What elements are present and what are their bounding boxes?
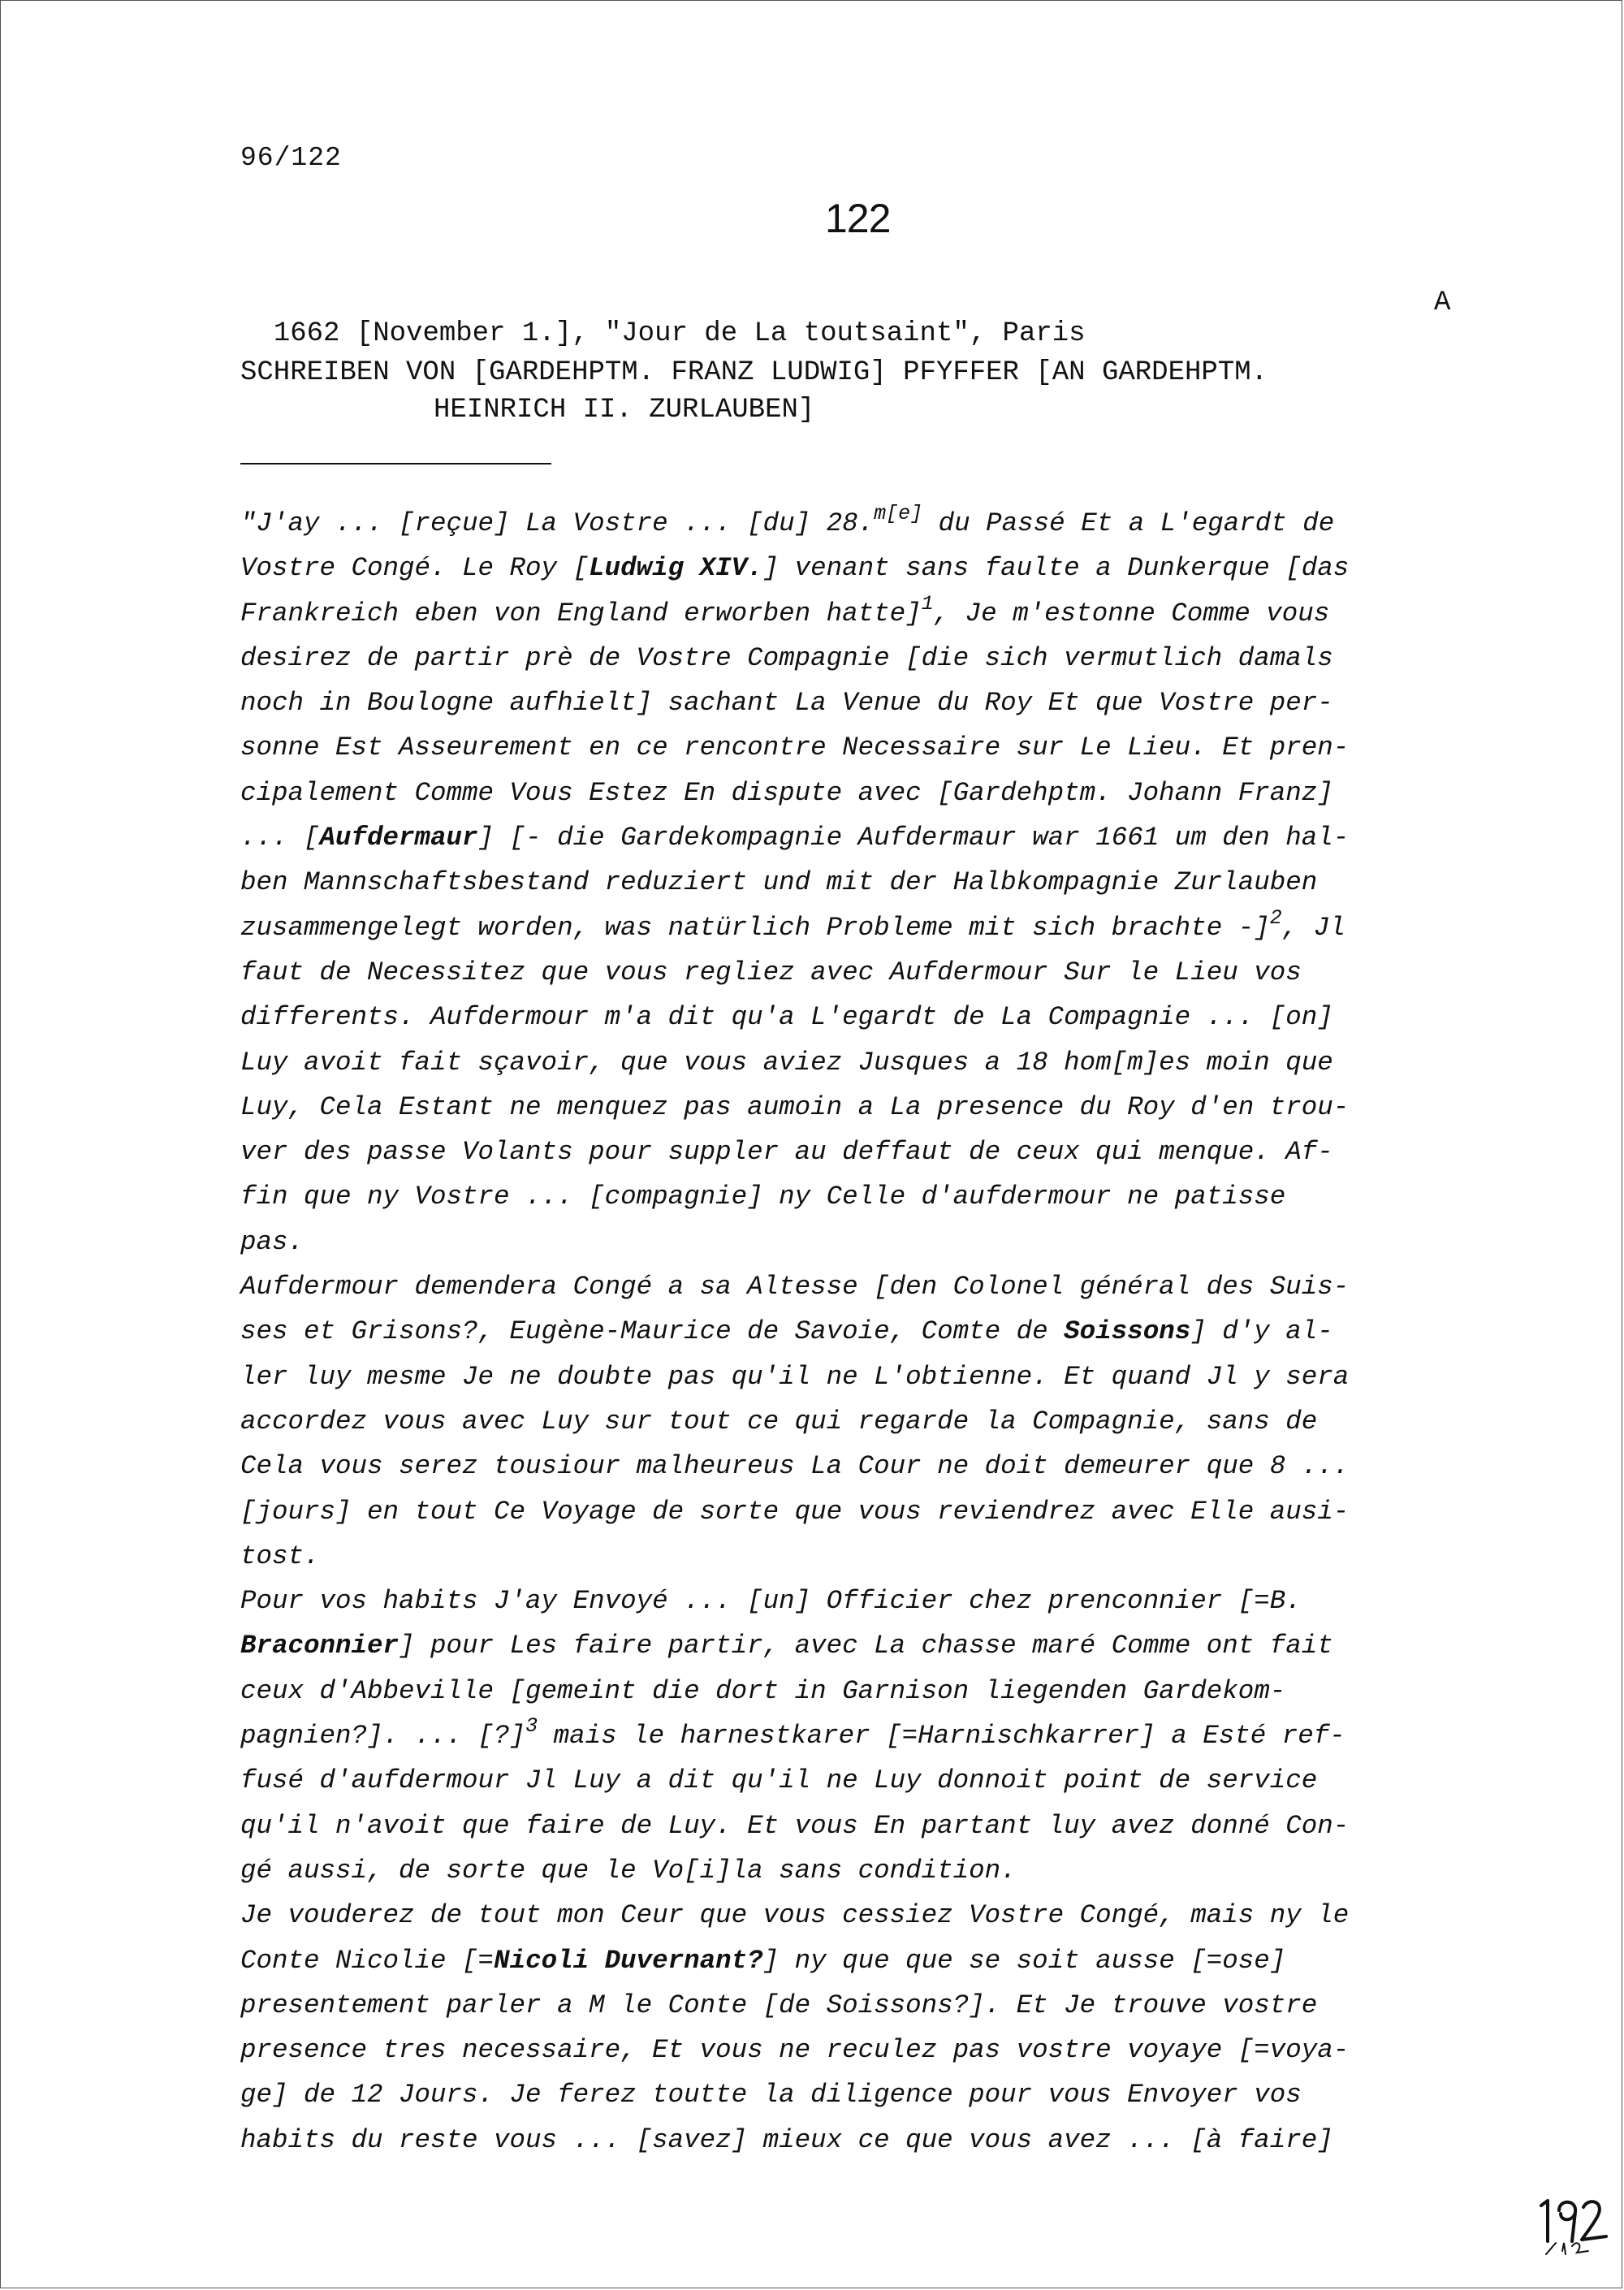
text-line: Je vouderez de tout mon Ceur que vous cessiez Vostre Congé, mais ny le xyxy=(240,1900,1350,1931)
text-line: Conte Nicolie [=Nicoli Duvernant?] ny que que se soit ausse [=ose] xyxy=(240,1945,1286,1976)
text-line: presentement parler a M le Conte [de Soissons?]. Et Je trouve vostre xyxy=(240,1990,1318,2020)
text-line: Cela vous serez tousiour malheureus La Cour ne doit demeurer que 8 ... xyxy=(240,1451,1350,1482)
text-line: Vostre Congé. Le Roy [Ludwig XIV.] venant sans faulte a Dunkerque [das xyxy=(240,553,1350,584)
text-line: cipalement Comme Vous Estez En dispute avec [Gardehptm. Johann Franz] xyxy=(240,777,1333,808)
letter-body xyxy=(240,501,1458,2163)
title-line-1: SCHREIBEN VON [GARDEHPTM. FRANZ LUDWIG] PFYFFER [AN GARDEHPTM. xyxy=(240,357,1268,388)
text-line: Pour vos habits J'ay Envoyé ... [un] Officier chez prenconnier [=B. xyxy=(240,1586,1302,1617)
divider-rule xyxy=(240,463,551,464)
text-line: ... [Aufdermaur] [- die Gardekompagnie Aufdermaur war 1661 um den hal- xyxy=(240,823,1350,853)
text-line: qu'il n'avoit que faire de Luy. Et vous En partant luy avez donné Con- xyxy=(240,1810,1350,1841)
text-line: tost. xyxy=(240,1540,320,1571)
document-marker: A xyxy=(1434,287,1451,318)
text-line: differents. Aufdermour m'a dit qu'a L'egardt de La Compagnie ... [on] xyxy=(240,1002,1333,1033)
text-line: fusé d'aufdermour Jl Luy a dit qu'il ne Luy donnoit point de service xyxy=(240,1765,1318,1796)
handwritten-archive-number xyxy=(1531,2194,1613,2259)
text-line: accordez vous avec Luy sur tout ce qui regarde la Compagnie, sans de xyxy=(240,1406,1318,1437)
text-line: fin que ny Vostre ... [compagnie] ny Celle d'aufdermour ne patisse xyxy=(240,1182,1286,1212)
date-place: 1662 [November 1.], "Jour de La toutsaint", Paris xyxy=(273,318,1086,349)
text-line: "J'ay ... [reçue] La Vostre ... [du] 28.$^{m[e]}$ du Passé Et a L'egardt de xyxy=(240,502,1335,538)
text-line: ler luy mesme Je ne doubte pas qu'il ne L'obtienne. Et quand Jl y sera xyxy=(240,1361,1350,1392)
text-line: [jours] en tout Ce Voyage de sorte que vous reviendrez avec Elle ausi- xyxy=(240,1496,1350,1527)
document-reference: 96/122 xyxy=(240,143,342,173)
text-line: Aufdermour demendera Congé a sa Altesse [den Colonel général des Suis- xyxy=(240,1272,1350,1303)
page-number: 122 xyxy=(825,196,891,241)
text-line: pas. xyxy=(240,1226,304,1257)
text-line: noch in Boulogne aufhielt] sachant La Venue du Roy Et que Vostre per- xyxy=(240,688,1333,719)
text-line: Frankreich eben von England erworben hatte]$^1$, Je m'estonne Comme vous xyxy=(240,591,1330,629)
text-line: Luy, Cela Estant ne menquez pas aumoin a La presence du Roy d'en trou- xyxy=(240,1091,1350,1122)
text-line: ceux d'Abbeville [gemeint die dort in Garnison liegenden Gardekom- xyxy=(240,1675,1286,1706)
text-line: desirez de partir prè de Vostre Compagnie [die sich vermutlich damals xyxy=(240,642,1333,673)
text-line: zusammengelegt worden, was natürlich Probleme mit sich brachte -]$^2$, Jl xyxy=(240,905,1345,943)
text-line: pagnien?]. ... [?]$^3$ mais le harnestkarer [=Harnischkarrer] a Esté ref- xyxy=(240,1714,1345,1752)
text-line: Braconnier] pour Les faire partir, avec La chasse maré Comme ont fait xyxy=(240,1631,1333,1661)
text-line: ver des passe Volants pour suppler au deffaut de ceux qui menque. Af- xyxy=(240,1137,1333,1168)
title-line-2: HEINRICH II. ZURLAUBEN] xyxy=(434,395,815,426)
text-line: Luy avoit fait sçavoir, que vous aviez Jusques a 18 hom[m]es moin que xyxy=(240,1047,1333,1078)
text-line: sonne Est Asseurement en ce rencontre Necessaire sur Le Lieu. Et pren- xyxy=(240,732,1350,763)
text-line: ses et Grisons?, Eugène-Maurice de Savoie, Comte de Soissons] d'y al- xyxy=(240,1316,1333,1347)
text-line: habits du reste vous ... [savez] mieux ce que vous avez ... [à faire] xyxy=(240,2124,1333,2155)
handwritten-number-drawing xyxy=(1531,2194,1613,2259)
text-line: ben Mannschaftsbestand reduziert und mit der Halbkompagnie Zurlauben xyxy=(240,867,1318,898)
letter-title xyxy=(240,354,1268,429)
text-line: faut de Necessitez que vous regliez avec Aufdermour Sur le Lieu vos xyxy=(240,957,1302,987)
text-line: presence tres necessaire, Et vous ne reculez pas vostre voyaye [=voya- xyxy=(240,2035,1350,2066)
text-line: ge] de 12 Jours. Je ferez toutte la diligence pour vous Envoyer vos xyxy=(240,2080,1302,2111)
text-line: gé aussi, de sorte que le Vo[i]la sans condition. xyxy=(240,1855,1017,1886)
